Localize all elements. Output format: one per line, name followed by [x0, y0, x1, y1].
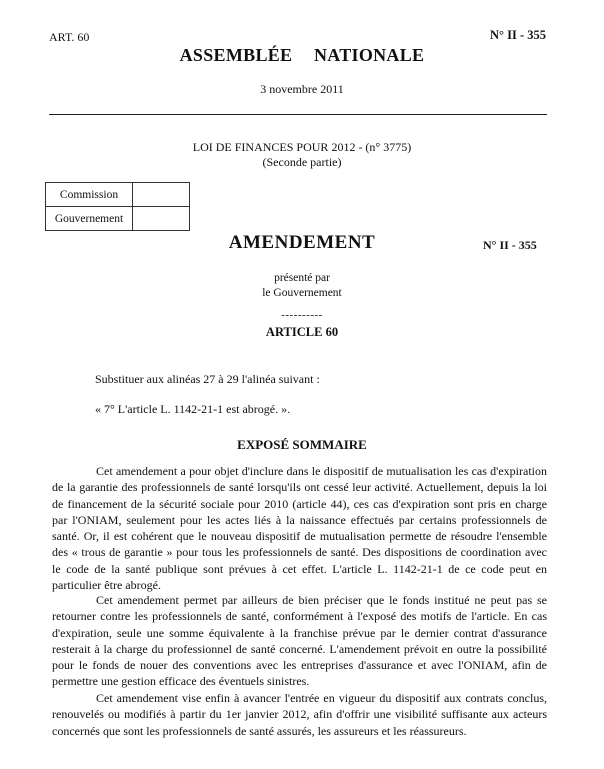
amendment-number-header: N° II - 355: [490, 28, 547, 42]
article-heading: ARTICLE 60: [265, 325, 339, 339]
amendment-number: N° II - 355: [483, 238, 537, 252]
summary-paragraph: Cet amendement permet par ailleurs de bien préciser que le fonds institué ne peut pas se retourner contre les professionnels de santé, conformément à l'exposé des motifs de l'article. En cas d'expiration, seule une somme équivalente à la franchise prévue par le dernier contrat d'assurance resterait à la charge du professionnel de santé concerné. L'amendement prévoit en outre la possibilité pour le fonds de nouer des conventions avec les entreprises d'assurance et avec l'ONIAM, afin de permettre une gestion efficace des éventuels sinistres.: [52, 593, 547, 689]
summary-paragraph: Cet amendement a pour objet d'inclure dans le dispositif de mutualisation les cas d'expiration de la garantie des professionnels de santé lorsqu'ils ont cessé leur activité. Actuellement, depuis la loi de financement de la sécurité sociale pour 2010 (article 44), ces cas d'expiration sont pris en charge par l'ONIAM, seulement pour les actes liés à la naissance effectués par certains professionnels de santé. Or, il est cohérent que le nouveau dispositif de mutualisation permette de résoudre l'ensemble des « trous de garantie » pour tous les professionnels de santé. Des dispositions de coordination avec le code de la santé publique sont prévues à cet effet. L'article L. 1142-21-1 de ce code peut en particulier être abrogé.: [52, 464, 547, 593]
opinion-label-gouvernement: Gouvernement: [46, 207, 133, 231]
opinion-label-commission: Commission: [46, 183, 133, 207]
institution-title: ASSEMBLÉE NATIONALE: [179, 45, 425, 65]
header-divider: [49, 114, 547, 115]
summary-heading: EXPOSÉ SOMMAIRE: [237, 437, 367, 452]
presented-by: [0, 271, 604, 301]
opinion-value-gouvernement: [133, 207, 190, 231]
amendment-title: AMENDEMENT: [228, 232, 376, 253]
bill-title: LOI DE FINANCES POUR 2012 - (n° 3775): [192, 140, 412, 154]
opinion-row: [46, 183, 190, 207]
document-date: 3 novembre 2011: [260, 82, 344, 96]
amendment-quote: « 7° L'article L. 1142-21-1 est abrogé. ».: [95, 402, 291, 416]
presented-by-label: présenté par: [274, 272, 330, 284]
separator-dashes: ----------: [281, 309, 323, 321]
opinion-row: [46, 207, 190, 231]
opinion-table: [45, 182, 190, 231]
bill-part: (Seconde partie): [262, 155, 342, 169]
bill-heading: [0, 140, 604, 170]
article-reference: ART. 60: [49, 30, 90, 44]
presented-by-author: le Gouvernement: [262, 287, 342, 299]
summary-paragraph: Cet amendement vise enfin à avancer l'entrée en vigueur du dispositif aux contrats conclus, renouvelés ou modifiés à partir du 1er janvier 2012, afin d'offrir une visibilité suffisante aux acteurs concernés que sont les professionnels de santé assurés, les assureurs et les réassureurs.: [52, 691, 547, 738]
opinion-value-commission: [133, 183, 190, 207]
amendment-instruction: Substituer aux alinéas 27 à 29 l'alinéa suivant :: [95, 372, 320, 386]
